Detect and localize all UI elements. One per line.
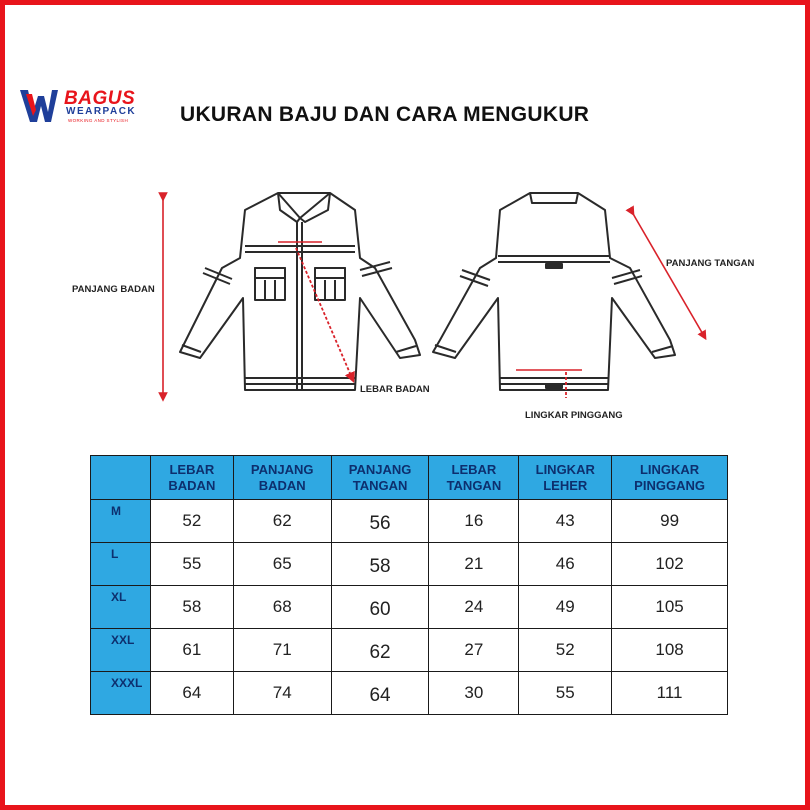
table-cell: 74 [233,672,331,715]
table-cell: 49 [519,586,612,629]
table-cell: 52 [150,500,233,543]
table-cell: 62 [233,500,331,543]
header-panjang-badan: PANJANG BADAN [233,456,331,500]
header-corner [91,456,151,500]
table-cell: 111 [612,672,728,715]
table-cell: 21 [429,543,519,586]
table-cell: 46 [519,543,612,586]
jacket-front-icon [180,193,420,390]
table-cell: 55 [150,543,233,586]
table-row [91,629,728,672]
header-lebar-badan: LEBAR BADAN [150,456,233,500]
size-label: XXL [91,629,151,672]
table-cell: 58 [331,543,429,586]
size-label: XL [91,586,151,629]
header-panjang-tangan: PANJANG TANGAN [331,456,429,500]
brand-name: BAGUS [64,88,136,109]
table-cell: 24 [429,586,519,629]
label-lingkar-pinggang: LINGKAR PINGGANG [525,410,623,421]
table-cell: 108 [612,629,728,672]
table-cell: 56 [331,500,429,543]
table-cell: 105 [612,586,728,629]
table-cell: 71 [233,629,331,672]
table-cell: 16 [429,500,519,543]
table-row [91,586,728,629]
table-cell: 65 [233,543,331,586]
table-cell: 52 [519,629,612,672]
header-lingkar-leher: LINGKAR LEHER [519,456,612,500]
table-cell: 27 [429,629,519,672]
size-label: M [91,500,151,543]
table-cell: 58 [150,586,233,629]
brand-tagline: WORKING AND STYLISH [68,118,129,123]
label-lebar-badan: LEBAR BADAN [360,384,430,395]
table-cell: 60 [331,586,429,629]
table-cell: 55 [519,672,612,715]
label-panjang-badan: PANJANG BADAN [72,284,155,295]
table-cell: 43 [519,500,612,543]
size-label: L [91,543,151,586]
table-row [91,672,728,715]
table-header-row [91,456,728,500]
table-cell: 102 [612,543,728,586]
size-label: XXXL [91,672,151,715]
brand-subname: WEARPACK [66,106,137,117]
table-cell: 30 [429,672,519,715]
table-cell: 62 [331,629,429,672]
header-lingkar-pinggang: LINGKAR PINGGANG [612,456,728,500]
table-cell: 64 [331,672,429,715]
size-chart-table [90,455,728,715]
table-row [91,543,728,586]
table-cell: 61 [150,629,233,672]
table-cell: 64 [150,672,233,715]
table-row [91,500,728,543]
page-title: UKURAN BAJU DAN CARA MENGUKUR [180,103,590,126]
table-cell: 99 [612,500,728,543]
header-lebar-tangan: LEBAR TANGAN [429,456,519,500]
label-panjang-tangan: PANJANG TANGAN [666,258,755,269]
table-cell: 68 [233,586,331,629]
